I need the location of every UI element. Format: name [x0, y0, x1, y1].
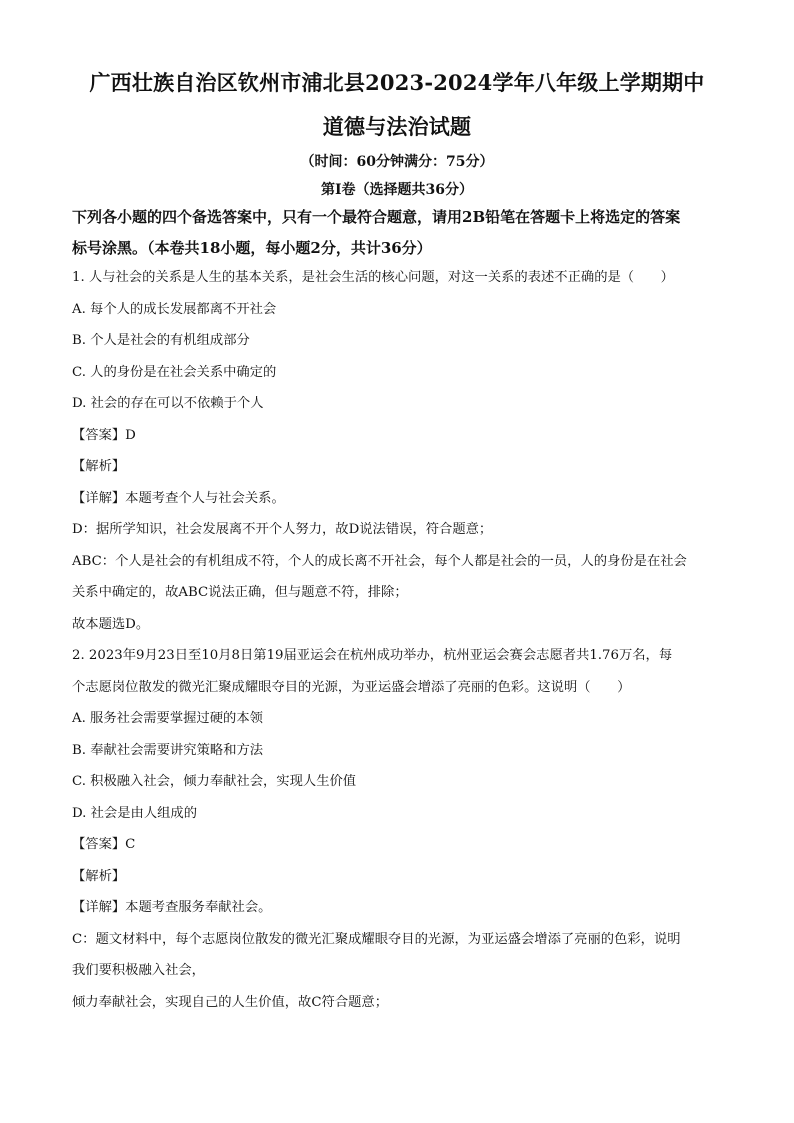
- question-2-option-c: C. 积极融入社会，倾力奉献社会，实现人生价值: [72, 774, 357, 789]
- question-1-option-d: D. 社会的存在可以不依赖于个人: [72, 396, 264, 411]
- section-heading: 第Ⅰ卷（选择题共36分）: [320, 182, 474, 198]
- question-1-detail-4: 关系中确定的，故ABC说法正确，但与题意不符，排除；: [72, 585, 408, 600]
- exam-time-score: （时间：60分钟满分：75分）: [300, 154, 494, 170]
- instruction-line-1: 下列各小题的四个备选答案中，只有一个最符合题意，请用2B铅笔在答题卡上将选定的答案: [72, 208, 681, 226]
- question-1-stem: 1. 人与社会的关系是人生的基本关系，是社会生活的核心问题，对这一关系的表述不正确的是（ ）: [72, 270, 674, 285]
- question-2-option-d: D. 社会是由人组成的: [72, 805, 198, 821]
- question-1-answer: 【答案】D: [72, 427, 136, 443]
- question-1-detail-3: ABC：个人是社会的有机组成不符，个人的成长离不开社会，每个人都是社会的一员，人的身份是在社会: [72, 553, 687, 569]
- question-2-detail-1: 【详解】本题考查服务奉献社会。: [72, 900, 272, 915]
- question-1-option-c: C. 人的身份是在社会关系中确定的: [72, 364, 277, 380]
- question-2-detail-4: 倾力奉献社会，实现自己的人生价值，故C符合题意；: [72, 994, 389, 1010]
- question-1-analysis-label: 【解析】: [72, 459, 126, 474]
- question-2-stem-line-1: 2. 2023年9月23日至10月8日第19届亚运会在杭州成功举办，杭州亚运会赛会志愿者共1.76万名，每: [72, 648, 673, 663]
- question-2-option-b: B. 奉献社会需要讲究策略和方法: [72, 742, 264, 758]
- question-1-detail-5: 故本题选D。: [72, 616, 150, 632]
- question-1-detail-2: D：据所学知识，社会发展离不开个人努力，故D说法错误，符合题意；: [72, 522, 493, 537]
- question-1-option-b: B. 个人是社会的有机组成部分: [72, 333, 250, 348]
- instruction-line-2: 标号涂黑。（本卷共18小题，每小题2分，共计36分）: [72, 239, 432, 257]
- question-1-detail-1: 【详解】本题考查个人与社会关系。: [72, 490, 285, 506]
- question-1: [72, 262, 722, 640]
- question-2: [72, 640, 722, 1018]
- question-2-answer: 【答案】C: [72, 837, 136, 852]
- question-2-detail-3: 我们要积极融入社会，: [72, 963, 205, 978]
- question-2-detail-2: C：题文材料中，每个志愿岗位散发的微光汇聚成耀眼夺目的光源，为亚运盛会增添了亮丽的色彩，说明: [72, 931, 681, 947]
- question-2-stem-line-2: 个志愿岗位散发的微光汇聚成耀眼夺目的光源，为亚运盛会增添了亮丽的色彩。这说明（ ）: [72, 679, 631, 695]
- question-2-option-a: A. 服务社会需要掌握过硬的本领: [72, 711, 263, 726]
- exam-title-line-2: 道德与法治试题: [322, 114, 472, 139]
- exam-title-line-1: 广西壮族自治区钦州市浦北县2023-2024学年八年级上学期期中: [89, 70, 705, 95]
- question-2-analysis-label: 【解析】: [72, 868, 126, 884]
- question-1-option-a: A. 每个人的成长发展都离不开社会: [72, 301, 277, 317]
